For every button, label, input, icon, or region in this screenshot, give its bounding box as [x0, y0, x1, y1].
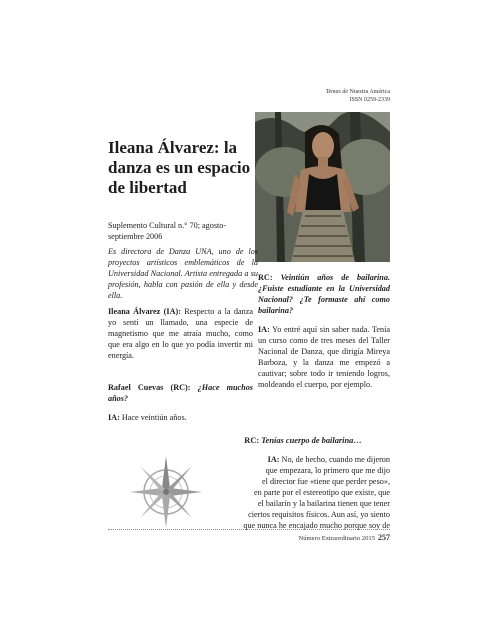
journal-name: Nuestra América: [349, 89, 390, 95]
page-footer: [298, 533, 390, 542]
paragraph-text: Respecto a la danza yo sentí un llamado, una especie de magnetismo que me atraía mucho, como que era algo en lo que yo podía invertir mi energía.: [108, 307, 253, 360]
paragraph-text: Hace veintiún años.: [119, 413, 187, 422]
page-number: 257: [378, 533, 390, 542]
paragraph-right-1: [258, 272, 390, 316]
final-answer-line: en parte por el estereotipo que existe, que: [254, 488, 390, 497]
footer-divider: [108, 529, 390, 530]
journal-prefix: Temas de: [325, 89, 349, 95]
paragraph-left-2: [108, 382, 253, 404]
speaker: IA:: [108, 413, 120, 422]
question-text: ¿Hace muchos años?: [108, 383, 253, 403]
speaker: IA:: [267, 455, 280, 464]
paragraph-left-3: [108, 412, 253, 423]
final-answer-line: el bailarín y la bailarina tienen que tener: [257, 499, 390, 508]
portrait-illustration: [255, 112, 390, 262]
portrait-photo: [255, 112, 390, 262]
question-text: Tenías cuerpo de bailarina…: [259, 436, 362, 445]
final-answer-line: que empezara, lo primero que me dijo: [265, 466, 390, 475]
final-answer-line: ciertos requisitos físicos. Aun así, yo siento: [248, 510, 390, 519]
speaker: IA:: [258, 325, 270, 334]
final-answer-line: IA: No, de hecho, cuando me dijeron: [267, 455, 390, 464]
article-title: Ileana Álvarez: la danza es un espacio de libertad: [108, 138, 251, 197]
final-answer-line: el director fue «tiene que perder peso»,: [262, 477, 390, 486]
speaker: RC:: [244, 436, 260, 445]
article-source: Suplemento Cultural n.° 70; agosto-septiembre 2006: [108, 221, 227, 241]
speaker: RC:: [258, 273, 273, 282]
speaker: Rafael Cuevas (RC):: [108, 383, 191, 392]
speaker: Ileana Álvarez (IA):: [108, 307, 181, 316]
issue-label: Número Extraordinario 2015: [298, 535, 375, 542]
final-answer-line: que nunca he encajado mucho porque soy de: [243, 521, 390, 530]
issn: ISSN 0259-2339: [349, 97, 390, 103]
journal-header: [326, 88, 390, 104]
paragraph-right-2: [258, 324, 390, 390]
paragraph-left-1: [108, 306, 253, 361]
final-answer: [210, 454, 390, 531]
journal-title: [326, 88, 390, 96]
article-intro: Es directora de Danza UNA, uno de los proyectos artísticos emblemáticos de la Universidad Nacional. Artista entregada a su profesión, habla con pasión de ella y desde ella.: [108, 247, 258, 300]
question-text: Veintiún años de bailarina. ¿Fuiste estudiante en la Universidad Nacional? ¿Te formaste ahí como bailarina?: [258, 273, 390, 315]
compass-rose-icon: [118, 450, 204, 528]
paragraph-right-3: [216, 436, 390, 445]
paragraph-text: Yo entré aquí sin saber nada. Tenía un curso como de tres meses del Taller Nacional de Danza, que dirigía Mireya Barboza, y la danza me empezó a cautivar; sobre todo ir teniendo logros, moldeando el cuerpo, por ejemplo.: [258, 325, 390, 389]
